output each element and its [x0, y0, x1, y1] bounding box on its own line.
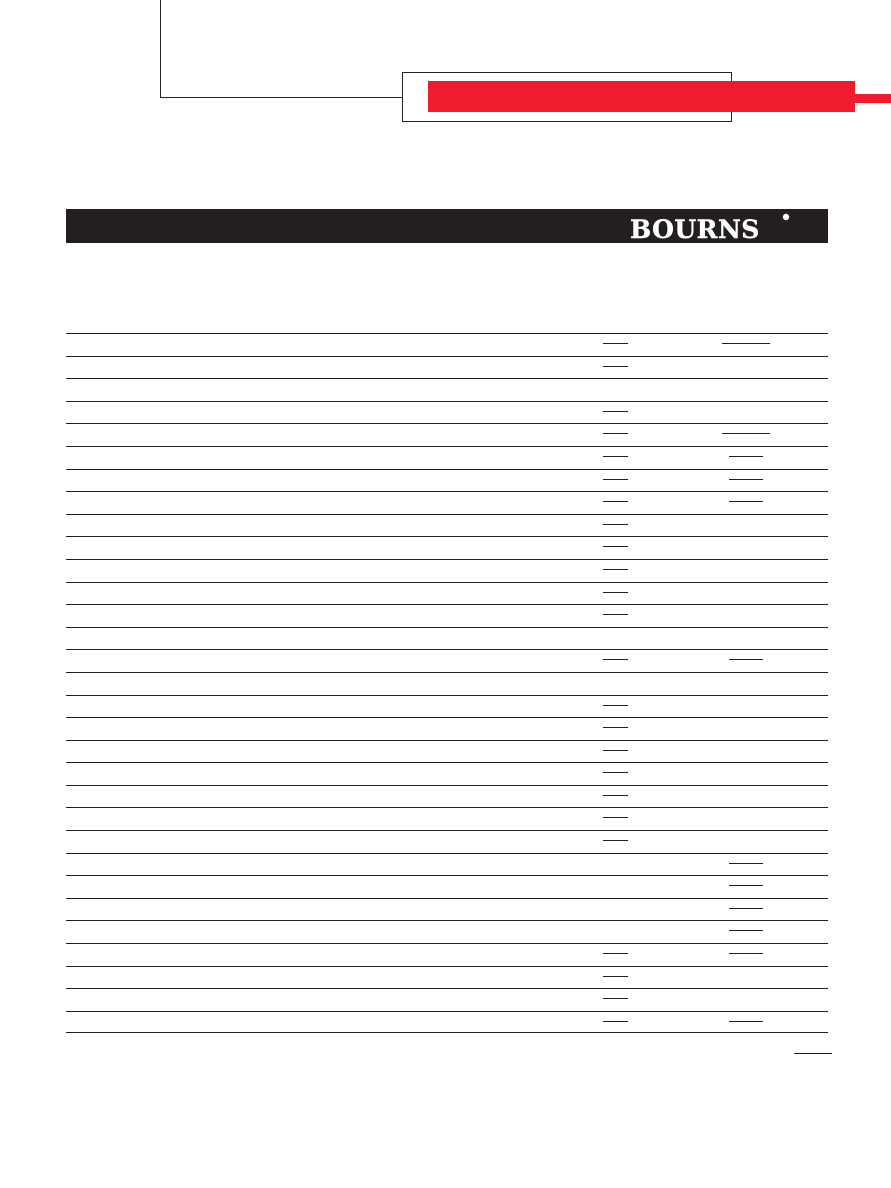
bourns-logo-text: BOURNS	[630, 215, 760, 241]
logo-registered-dot	[783, 214, 789, 220]
min-value-dash	[603, 501, 628, 502]
max-value-dash	[729, 501, 763, 502]
max-value-dash	[729, 1021, 763, 1022]
table-row	[66, 604, 828, 627]
table-row	[66, 423, 828, 446]
table-row	[66, 898, 828, 921]
table-row	[66, 491, 828, 514]
max-value-dash	[729, 863, 763, 864]
min-value-dash	[603, 727, 628, 728]
table-row	[66, 943, 828, 966]
min-value-dash	[603, 840, 628, 841]
table-row	[66, 401, 828, 424]
min-value-dash	[603, 1021, 628, 1022]
min-value-dash	[603, 659, 628, 660]
connector-vertical-line	[160, 0, 161, 98]
table-row	[66, 988, 828, 1011]
table-row	[66, 672, 828, 695]
table-row	[66, 356, 828, 379]
min-value-dash	[603, 998, 628, 999]
table-row	[66, 582, 828, 605]
table-row	[66, 785, 828, 808]
spec-table	[66, 333, 828, 1033]
table-row	[66, 807, 828, 830]
min-value-dash	[603, 366, 628, 367]
bourns-logo	[628, 211, 793, 241]
min-value-dash	[603, 411, 628, 412]
table-row	[66, 536, 828, 559]
min-value-dash	[603, 795, 628, 796]
table-row	[66, 1011, 828, 1034]
max-value-dash	[729, 908, 763, 909]
min-value-dash	[603, 750, 628, 751]
min-value-dash	[603, 433, 628, 434]
table-row	[66, 627, 828, 650]
min-value-dash	[603, 524, 628, 525]
max-value-dash	[729, 479, 763, 480]
min-value-dash	[603, 592, 628, 593]
table-row	[66, 333, 828, 356]
table-row	[66, 649, 828, 672]
table-row	[66, 853, 828, 876]
max-value-dash	[722, 343, 770, 344]
min-value-dash	[603, 546, 628, 547]
min-value-dash	[603, 479, 628, 480]
max-value-dash	[729, 456, 763, 457]
table-row	[66, 378, 828, 401]
max-value-dash	[729, 953, 763, 954]
table-row	[66, 920, 828, 943]
min-value-dash	[603, 343, 628, 344]
min-value-dash	[603, 953, 628, 954]
footer-page-rule	[794, 1053, 832, 1054]
table-row	[66, 446, 828, 469]
table-row	[66, 695, 828, 718]
min-value-dash	[603, 817, 628, 818]
min-value-dash	[603, 614, 628, 615]
table-row	[66, 762, 828, 785]
table-row	[66, 830, 828, 853]
connector-horizontal-line	[160, 97, 403, 98]
min-value-dash	[603, 456, 628, 457]
table-row	[66, 966, 828, 989]
table-row	[66, 717, 828, 740]
max-value-dash	[722, 433, 770, 434]
min-value-dash	[603, 569, 628, 570]
table-row	[66, 559, 828, 582]
header-red-bar	[428, 81, 855, 112]
table-row	[66, 875, 828, 898]
max-value-dash	[729, 930, 763, 931]
max-value-dash	[729, 885, 763, 886]
table-row	[66, 469, 828, 492]
max-value-dash	[729, 659, 763, 660]
header-red-tab	[855, 94, 891, 103]
table-row	[66, 514, 828, 537]
min-value-dash	[603, 976, 628, 977]
min-value-dash	[603, 705, 628, 706]
min-value-dash	[603, 772, 628, 773]
table-row	[66, 740, 828, 763]
